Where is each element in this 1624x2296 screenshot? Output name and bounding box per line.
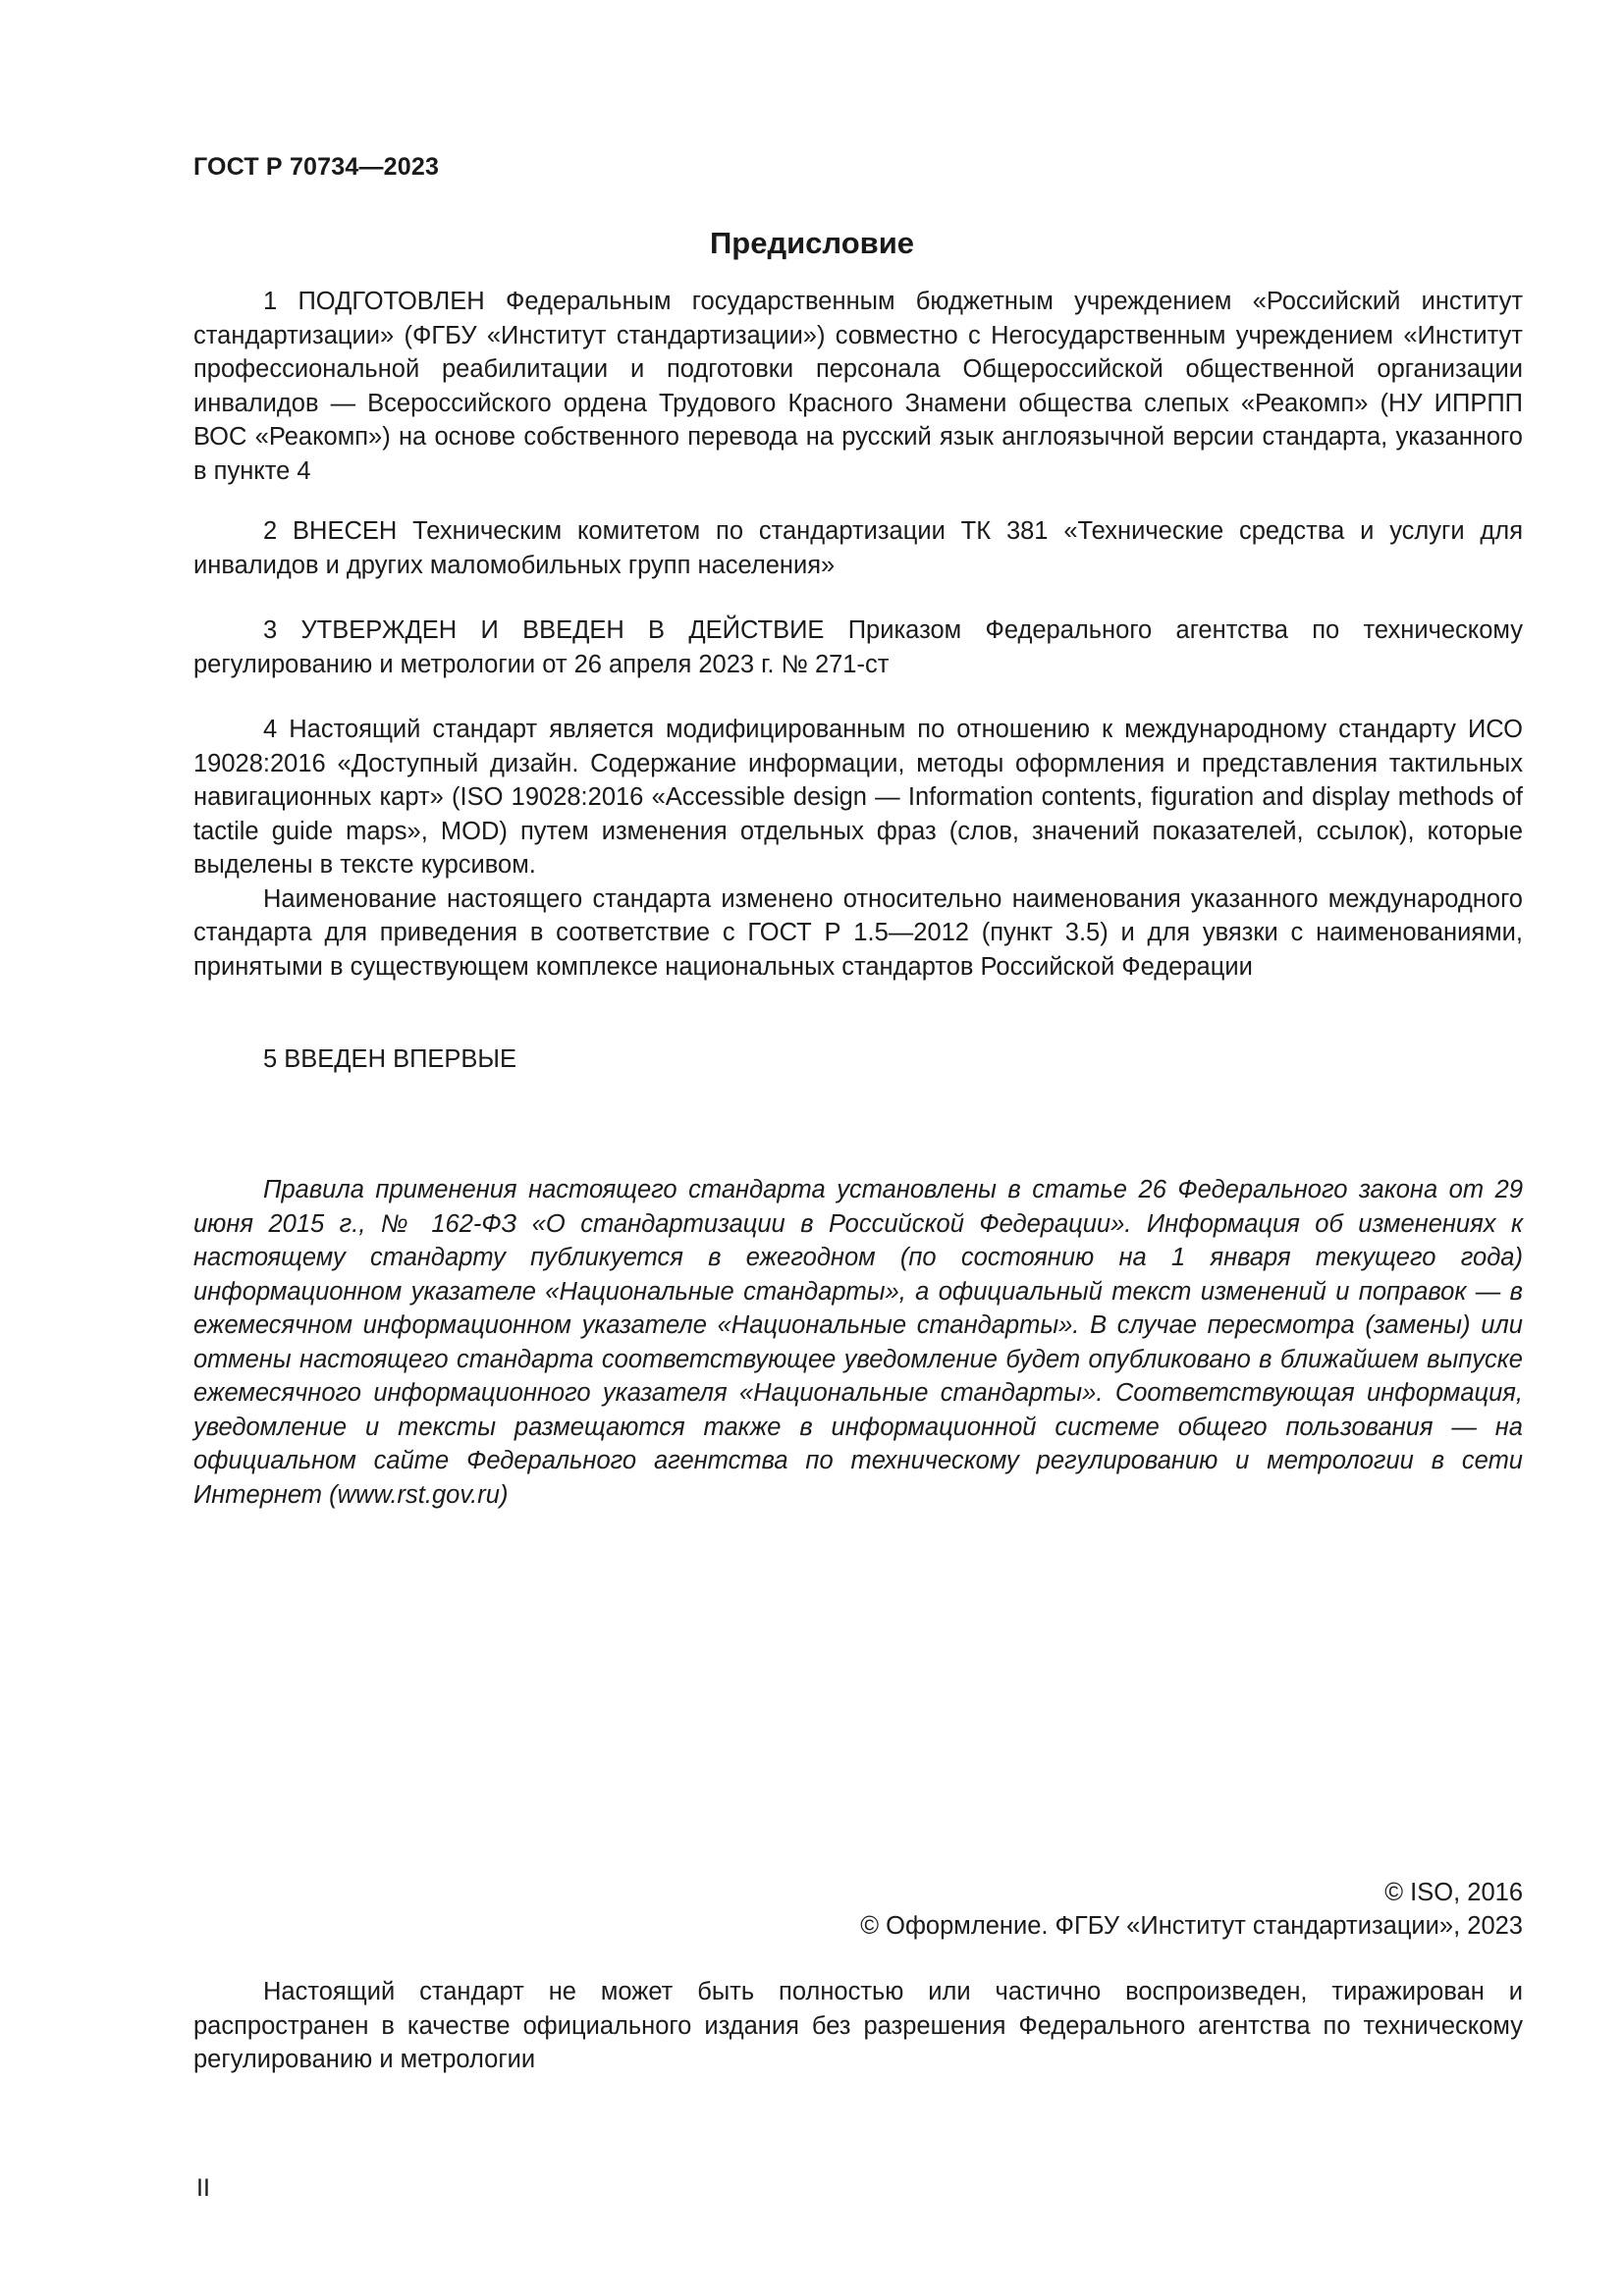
- page-title: Предисловие: [709, 226, 914, 260]
- foreword-item-2: [193, 514, 1523, 582]
- foreword-item-4-text-2: Наименование настоящего стандарта изменено относительно наименования указанного международного стандарта для приведения в соответствие с ГОСТ Р 1.5—2012 (пункт 3.5) и для увязки с наименованиями, принятыми в существующем комплексе национальных стандартов Российской Федерации: [193, 884, 1523, 981]
- application-rules-notice: [193, 1173, 1523, 1512]
- copyright-design: © Оформление. ФГБУ «Институт стандартизации», 2023: [860, 1912, 1523, 1940]
- reproduction-notice: [193, 1975, 1523, 2077]
- reproduction-notice-text: Настоящий стандарт не может быть полностью или частично воспроизведен, тиражирован и распространен в качестве официального издания без разрешения Федерального агентства по техническому регулированию и метрологии: [193, 1978, 1523, 2073]
- application-rules-text: Правила применения настоящего стандарта установлены в статье 26 Федерального закона от 29 июня 2015 г., № 162-ФЗ «О стандартизации в Российской Федерации». Информация об изменениях к настоящему стандарту публикуется в ежегодном (по состоянию на 1 января текущего года) информационном указателе «Национальные стандарты», а официальный текст изменений и поправок — в ежемесячном информационном указателе «Национальные стандарты». В случае пересмотра (замены) или отмены настоящего стандарта соответствующее уведомление будет опубликовано в ближайшем выпуске ежемесячного информационного указателя «Национальные стандарты». Соответствующая информация, уведомление и тексты размещаются также в информационной системе общего пользования — на официальном сайте Федерального агентства по техническому регулированию и метрологии в сети Интернет (www.rst.gov.ru): [193, 1176, 1523, 1509]
- foreword-item-3: [193, 614, 1523, 681]
- foreword-item-1-text: 1 ПОДГОТОВЛЕН Федеральным государственным бюджетным учреждением «Российский институт стандартизации» (ФГБУ «Институт стандартизации») совместно с Негосударственным учреждением «Институт профессиональной реабилитации и подготовки персонала Общероссийской общественной организации инвалидов — Всероссийского ордена Трудового Красного Знамени общества слепых «Реакомп» (НУ ИПРПП ВОС «Реакомп») на основе собственного перевода на русский язык англоязычной версии стандарта, указанного в пункте 4: [193, 288, 1523, 485]
- document-code: ГОСТ Р 70734—2023: [193, 153, 440, 181]
- foreword-item-4: [193, 713, 1523, 984]
- foreword-item-5: [193, 1042, 1523, 1077]
- foreword-item-4-text: 4 Настоящий стандарт является модифицированным по отношению к международному стандарту ИСО 19028:2016 «Доступный дизайн. Содержание информации, методы оформления и представления тактильных навигационных карт» (ISO 19028:2016 «Accessible design — Information contents, figuration and display methods of tactile guide maps», MOD) путем изменения отдельных фраз (слов, значений показателей, ссылок), которые выделены в тексте курсивом.: [193, 716, 1523, 879]
- foreword-item-1: [193, 285, 1523, 488]
- page-number: II: [196, 2174, 210, 2202]
- copyright-iso: © ISO, 2016: [1384, 1879, 1523, 1906]
- foreword-item-3-text: 3 УТВЕРЖДЕН И ВВЕДЕН В ДЕЙСТВИЕ Приказом Федерального агентства по техническому регулированию и метрологии от 26 апреля 2023 г. № 271-ст: [193, 616, 1523, 678]
- foreword-item-2-text: 2 ВНЕСЕН Техническим комитетом по стандартизации ТК 381 «Технические средства и услуги для инвалидов и других маломобильных групп населения»: [193, 517, 1523, 579]
- foreword-item-5-text: 5 ВВЕДЕН ВПЕРВЫЕ: [263, 1045, 517, 1073]
